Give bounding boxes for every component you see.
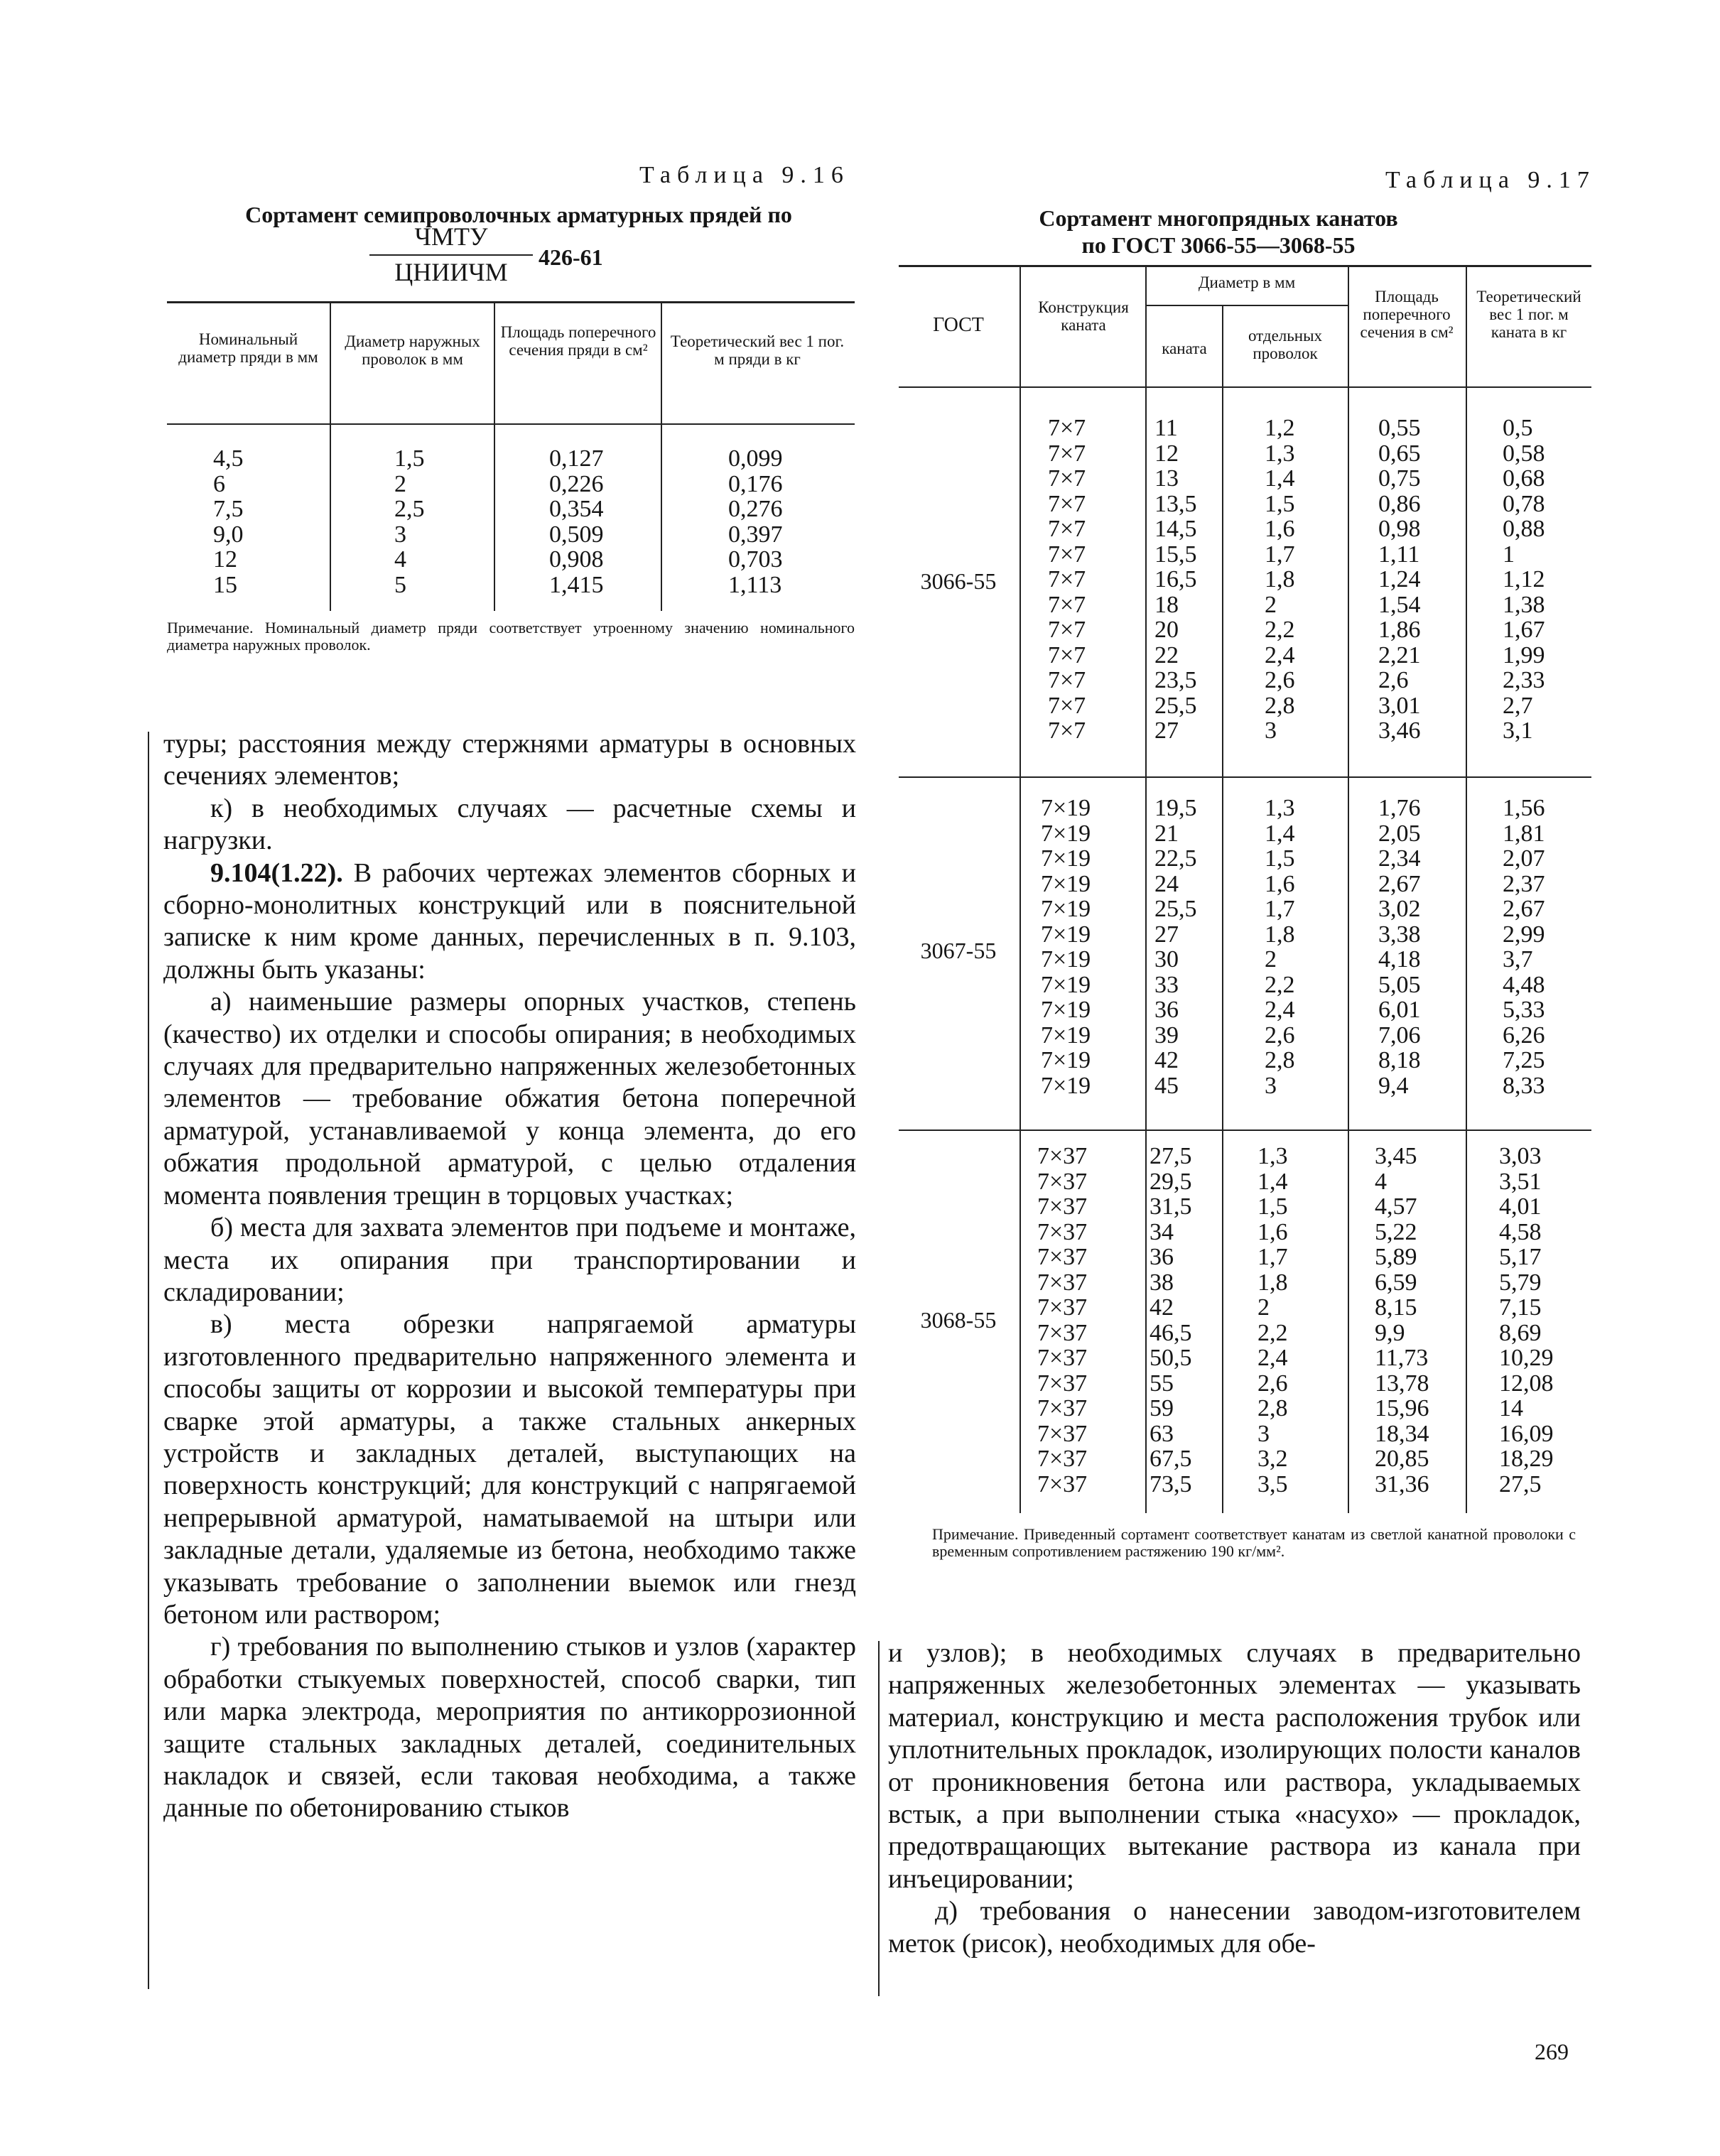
table-cell: 3,02 <box>1378 896 1421 922</box>
table-cell: 1,24 <box>1378 566 1421 592</box>
table-cell: 1,11 <box>1378 541 1420 568</box>
table-cell: 1,6 <box>1265 870 1295 897</box>
table-cell: 9,0 <box>213 521 244 548</box>
table-cell: 22 <box>1154 641 1179 668</box>
table-cell: 1,76 <box>1378 795 1421 821</box>
table-cell: 2,6 <box>1257 1370 1288 1397</box>
table-cell: 10,29 <box>1499 1345 1554 1371</box>
table-cell: 13,5 <box>1154 490 1197 517</box>
table16-vline <box>494 425 495 611</box>
table-cell: 1,7 <box>1265 541 1295 568</box>
table-cell: 0,55 <box>1378 415 1421 441</box>
table-cell: 4,01 <box>1499 1193 1542 1220</box>
table-cell: 1,8 <box>1265 566 1295 592</box>
table16-note: Примечание. Номинальный диаметр пряди соответствует утроенному значению номинального диаметра наружных проволок. <box>167 619 855 654</box>
table17-vline <box>1019 266 1021 1513</box>
table-cell: 36 <box>1154 997 1179 1023</box>
table-cell: 7×37 <box>1037 1370 1088 1397</box>
table-cell: 1,2 <box>1265 415 1295 441</box>
table16-title: Сортамент семипроволочных арматурных прядей по <box>245 202 792 227</box>
paragraph-g: г) требования по выполнению стыков и узлов (характер обработки стыкуемых поверхностей, способ сварки, тип или марка электрода, мероприятия по антикоррозионной защите стальных закладных деталей, соединительных накладок и связей, если таковая необходима, а также данные по обетонированию стыков <box>163 1632 856 1824</box>
table-cell: 1,5 <box>1257 1193 1288 1220</box>
table-cell: 7×19 <box>1041 1047 1091 1073</box>
table-cell: 1,3 <box>1257 1143 1288 1169</box>
table-cell: 2,05 <box>1378 820 1421 847</box>
table-cell: 3,45 <box>1375 1143 1417 1169</box>
table-cell: 7×7 <box>1048 566 1086 592</box>
table-cell: 7,15 <box>1499 1294 1542 1321</box>
table-cell: 3,03 <box>1499 1143 1542 1169</box>
table-cell: 1,6 <box>1257 1218 1288 1245</box>
table-cell: 13 <box>1154 465 1179 492</box>
table-cell: 5,33 <box>1503 997 1545 1023</box>
table17-column <box>1257 1144 1288 1497</box>
table-cell: 0,78 <box>1503 490 1545 517</box>
table-cell: 3,38 <box>1378 921 1421 948</box>
table-cell: 4,18 <box>1378 946 1421 973</box>
table-cell: 7×7 <box>1048 667 1086 693</box>
table-cell: 2,2 <box>1257 1319 1288 1346</box>
table-cell: 7×19 <box>1041 997 1091 1023</box>
table-cell: 1,3 <box>1265 795 1295 821</box>
table16-column <box>549 446 604 597</box>
table-cell: 7×19 <box>1041 1022 1091 1049</box>
table-cell: 12 <box>1154 440 1179 467</box>
table-cell: 1,5 <box>394 445 425 472</box>
table-cell: 4,57 <box>1375 1193 1417 1220</box>
table-cell: 2,7 <box>1503 692 1533 719</box>
table-cell: 4,48 <box>1503 971 1545 998</box>
table-cell: 12 <box>213 546 237 573</box>
table17-column <box>1150 1144 1192 1497</box>
table-cell: 3,5 <box>1257 1470 1288 1497</box>
table17-header-wires: отдельных проволок <box>1248 327 1323 362</box>
table-cell: 2,4 <box>1265 641 1295 668</box>
table-cell: 73,5 <box>1150 1470 1192 1497</box>
table17-column <box>1378 416 1421 744</box>
table17-column <box>1048 416 1086 744</box>
table-cell: 0,98 <box>1378 516 1421 542</box>
table-cell: 14,5 <box>1154 516 1197 542</box>
table16-header-rule <box>167 423 855 425</box>
table17-header-area: Площадь поперечного сечения в см² <box>1360 288 1454 341</box>
table-cell: 6 <box>213 470 225 497</box>
table-cell: 29,5 <box>1150 1168 1192 1195</box>
table-cell: 7×37 <box>1037 1420 1088 1447</box>
paragraph-k: к) в необходимых случаях — расчетные схемы и нагрузки. <box>163 793 856 856</box>
paragraph-d: д) требования о нанесении заводом-изготовителем меток (рисок), необходимых для обе- <box>888 1896 1581 1959</box>
table-cell: 9,9 <box>1375 1319 1405 1346</box>
table-cell: 39 <box>1154 1022 1179 1049</box>
table-cell: 0,099 <box>728 445 783 472</box>
table-cell: 18,34 <box>1375 1420 1429 1447</box>
table-cell: 1,5 <box>1265 490 1295 517</box>
table-cell: 7×7 <box>1048 717 1086 744</box>
table-cell: 8,18 <box>1378 1047 1421 1073</box>
table16-header-cell: Диаметр наружных проволок в мм <box>345 332 480 368</box>
table-cell: 0,908 <box>549 546 604 573</box>
table-cell: 24 <box>1154 870 1179 897</box>
table-cell: 5,22 <box>1375 1218 1417 1245</box>
table-cell: 1,6 <box>1265 516 1295 542</box>
table17-label: Таблица 9.17 <box>1385 167 1596 193</box>
table-cell: 2 <box>394 470 406 497</box>
table-cell: 1,99 <box>1503 641 1545 668</box>
table-cell: 33 <box>1154 971 1179 998</box>
table-cell: 2,4 <box>1265 997 1295 1023</box>
clause-text: В рабочих чертежах элементов сборных и сборно-монолитных конструкций или в пояснительной записке к ним кроме данных, перечисленных в п. 9.103, должны быть указаны: <box>163 857 857 985</box>
table-cell: 3,2 <box>1257 1446 1288 1472</box>
table-cell: 2,6 <box>1265 1022 1295 1049</box>
table-cell: 7×7 <box>1048 541 1086 568</box>
table-cell: 3 <box>1257 1420 1270 1447</box>
table17-title-line1: Сортамент многопрядных канатов <box>1039 205 1398 231</box>
paragraph-b: б) места для захвата элементов при подъеме и монтаже, места их опирания при транспортировании и складировании; <box>163 1213 856 1307</box>
table17-column <box>1154 796 1197 1098</box>
table-cell: 63 <box>1150 1420 1174 1447</box>
table-cell: 25,5 <box>1154 896 1197 922</box>
table-cell: 7×37 <box>1037 1470 1088 1497</box>
table-cell: 20,85 <box>1375 1446 1429 1472</box>
table-cell: 2,21 <box>1378 641 1421 668</box>
table16-vline <box>661 303 662 423</box>
table17-header-rope: каната <box>1162 340 1207 357</box>
table-cell: 7×37 <box>1037 1143 1088 1169</box>
table-cell: 16,09 <box>1499 1420 1554 1447</box>
table-cell: 0,86 <box>1378 490 1421 517</box>
table17-column <box>1265 416 1295 744</box>
table17-vline <box>1222 306 1223 1513</box>
table-cell: 7,5 <box>213 496 244 522</box>
table16-vline <box>494 303 495 423</box>
table-cell: 2 <box>1257 1294 1270 1321</box>
table-cell: 1,54 <box>1378 591 1421 618</box>
table-cell: 7×19 <box>1041 870 1091 897</box>
table-cell: 1,38 <box>1503 591 1545 618</box>
table-cell: 27,5 <box>1499 1470 1542 1497</box>
table16-label: Таблица 9.16 <box>639 162 850 188</box>
table17-vline <box>1466 266 1467 1513</box>
table16-fraction-bottom: ЦНИИЧМ <box>394 258 508 286</box>
table-cell: 1,7 <box>1257 1244 1288 1270</box>
table-cell: 7×37 <box>1037 1345 1088 1371</box>
table-cell: 2,5 <box>394 496 425 522</box>
table-cell: 4 <box>1375 1168 1387 1195</box>
table-cell: 5,89 <box>1375 1244 1417 1270</box>
table-cell: 7×7 <box>1048 415 1086 441</box>
table-cell: 1,415 <box>549 571 604 598</box>
table-cell: 2,4 <box>1257 1345 1288 1371</box>
table-cell: 8,33 <box>1503 1072 1545 1099</box>
table-cell: 7×19 <box>1041 971 1091 998</box>
table-cell: 0,127 <box>549 445 604 472</box>
table17-top-rule <box>899 265 1591 267</box>
table-cell: 1,5 <box>1265 845 1295 872</box>
table-cell: 27,5 <box>1150 1143 1192 1169</box>
table-cell: 7×7 <box>1048 440 1086 467</box>
table-cell: 34 <box>1150 1218 1174 1245</box>
table-cell: 3,51 <box>1499 1168 1542 1195</box>
page-number: 269 <box>1535 2039 1569 2064</box>
table-cell: 7×7 <box>1048 516 1086 542</box>
table-cell: 1,7 <box>1265 896 1295 922</box>
table-cell: 6,26 <box>1503 1022 1545 1049</box>
table-cell: 3 <box>1265 717 1277 744</box>
table-cell: 0,65 <box>1378 440 1421 467</box>
table17-header-weight: Теоретический вес 1 пог. м каната в кг <box>1476 288 1581 341</box>
table-cell: 0,703 <box>728 546 783 573</box>
table-cell: 20 <box>1154 617 1179 643</box>
table-cell: 2,2 <box>1265 971 1295 998</box>
table17-header-gost: ГОСТ <box>933 314 984 336</box>
table-cell: 31,36 <box>1375 1470 1429 1497</box>
table-cell: 3,1 <box>1503 717 1533 744</box>
table-cell: 3,7 <box>1503 946 1533 973</box>
table-cell: 7×19 <box>1041 795 1091 821</box>
paragraph-a: а) наименьшие размеры опорных участков, степень (качество) их отделки и способы опирания; в необходимых случаях для предварительно напряженных железобетонных элементов — требование обжатия бетона поперечной арматурой, устанавливаемой у конца элемента, до его обжатия продольной арматурой, с целью отдаления момента появления трещин в торцовых участках; <box>163 987 856 1210</box>
table17-note: Примечание. Приведенный сортамент соответствует канатам из светлой канатной проволоки с временным сопротивлением растяжению 190 кг/мм². <box>932 1525 1576 1560</box>
table-cell: 45 <box>1154 1072 1179 1099</box>
table17-gost-cell: 3067-55 <box>920 938 997 963</box>
table-cell: 22,5 <box>1154 845 1197 872</box>
table-cell: 11 <box>1154 415 1178 441</box>
paragraph-clause <box>163 857 856 987</box>
right-column-text <box>888 1637 1581 1960</box>
table16-vline <box>330 425 331 611</box>
table-cell: 15,5 <box>1154 541 1197 568</box>
table-cell: 0,226 <box>549 470 604 497</box>
table-cell: 7×37 <box>1037 1168 1088 1195</box>
table-cell: 2 <box>1265 591 1277 618</box>
table-cell: 30 <box>1154 946 1179 973</box>
table-cell: 13,78 <box>1375 1370 1429 1397</box>
fraction-bar <box>369 254 533 256</box>
table-cell: 7,06 <box>1378 1022 1421 1049</box>
table-cell: 9,4 <box>1378 1072 1409 1099</box>
table-cell: 0,58 <box>1503 440 1545 467</box>
paragraph-v: в) места обрезки напрягаемой арматуры изготовленного предварительно напряженного элемента и способы защиты от коррозии и высокой температуры при сварке этой арматуры, а также стальных анкерных устройств и закладных деталей, выступающих на поверхность конструкций; для конструкций с напрягаемой непрерывной арматурой, наматываемой на штыри или закладные детали, удаляемые из бетона, необходимо также указывать требование о заполнении выемок или гнезд бетоном или раствором; <box>163 1309 856 1630</box>
table-cell: 7×7 <box>1048 490 1086 517</box>
table-cell: 2,6 <box>1378 667 1409 693</box>
table-cell: 3,46 <box>1378 717 1421 744</box>
table-cell: 50,5 <box>1150 1345 1192 1371</box>
table17-diameter-rule <box>1145 305 1348 306</box>
table-cell: 7×37 <box>1037 1395 1088 1421</box>
table-cell: 5,17 <box>1499 1244 1542 1270</box>
table-cell: 0,354 <box>549 496 604 522</box>
table-cell: 14 <box>1499 1395 1523 1421</box>
table-cell: 2,67 <box>1503 896 1545 922</box>
table-cell: 21 <box>1154 820 1179 847</box>
table-cell: 7×37 <box>1037 1269 1088 1296</box>
table-cell: 0,88 <box>1503 516 1545 542</box>
margin-rule <box>878 1641 880 1996</box>
table-cell: 1,56 <box>1503 795 1545 821</box>
table16-vline <box>330 303 331 423</box>
table17-column <box>1041 796 1091 1098</box>
table-cell: 2,37 <box>1503 870 1545 897</box>
table-cell: 7×7 <box>1048 641 1086 668</box>
table-cell: 1,12 <box>1503 566 1545 592</box>
table-cell: 8,69 <box>1499 1319 1542 1346</box>
table-cell: 2,34 <box>1378 845 1421 872</box>
table-cell: 25,5 <box>1154 692 1197 719</box>
table-cell: 31,5 <box>1150 1193 1192 1220</box>
table-cell: 2,07 <box>1503 845 1545 872</box>
table17-gost-cell: 3066-55 <box>920 568 997 594</box>
table17-column <box>1265 796 1295 1098</box>
table-cell: 0,276 <box>728 496 783 522</box>
table-cell: 1,113 <box>728 571 782 598</box>
table17-column <box>1154 416 1197 744</box>
table-cell: 19,5 <box>1154 795 1197 821</box>
table-cell: 7,25 <box>1503 1047 1545 1073</box>
table16-header-cell: Теоретический вес 1 пог. м пряди в кг <box>670 332 845 368</box>
table-cell: 2,8 <box>1265 692 1295 719</box>
table-cell: 1,4 <box>1265 820 1295 847</box>
table-cell: 42 <box>1150 1294 1174 1321</box>
table17-group-rule <box>899 776 1591 778</box>
table-cell: 15 <box>213 571 237 598</box>
table17-column <box>1503 796 1545 1098</box>
table-cell: 12,08 <box>1499 1370 1554 1397</box>
table-cell: 1,86 <box>1378 617 1421 643</box>
table-cell: 3 <box>394 521 406 548</box>
table-cell: 59 <box>1150 1395 1174 1421</box>
table17-header-construction: Конструкция каната <box>1038 298 1129 334</box>
table-cell: 2,33 <box>1503 667 1545 693</box>
table-cell: 2,6 <box>1265 667 1295 693</box>
table-cell: 7×19 <box>1041 896 1091 922</box>
left-column-text <box>163 728 856 1825</box>
table-cell: 3 <box>1265 1072 1277 1099</box>
table16-column <box>394 446 425 597</box>
table17-column <box>1499 1144 1554 1497</box>
table16-fraction-number: 426-61 <box>539 244 603 270</box>
table-cell: 1,8 <box>1265 921 1295 948</box>
table-cell: 3,01 <box>1378 692 1421 719</box>
table17-title-line2: по ГОСТ 3066-55—3068-55 <box>1081 232 1356 258</box>
table17-header-rule <box>899 386 1591 388</box>
table-cell: 15,96 <box>1375 1395 1429 1421</box>
table-cell: 7×19 <box>1041 1072 1091 1099</box>
table-cell: 0,176 <box>728 470 783 497</box>
table16-column <box>728 446 783 597</box>
table-cell: 2,99 <box>1503 921 1545 948</box>
table-cell: 7×19 <box>1041 845 1091 872</box>
table-cell: 2 <box>1265 946 1277 973</box>
table-cell: 7×37 <box>1037 1319 1088 1346</box>
clause-number: 9.104(1.22). <box>210 857 343 888</box>
table-cell: 7×19 <box>1041 946 1091 973</box>
table16-vline <box>661 425 662 611</box>
table17-vline <box>1348 266 1349 1513</box>
table-cell: 7×19 <box>1041 921 1091 948</box>
table17-vline <box>1145 266 1147 1513</box>
table17-group-rule <box>899 1130 1591 1131</box>
table-cell: 18 <box>1154 591 1179 618</box>
table-cell: 38 <box>1150 1269 1174 1296</box>
table-cell: 2,67 <box>1378 870 1421 897</box>
table-cell: 4,5 <box>213 445 244 472</box>
table-cell: 2,8 <box>1257 1395 1288 1421</box>
table-cell: 7×37 <box>1037 1294 1088 1321</box>
table17-column <box>1037 1144 1087 1497</box>
table-cell: 7×7 <box>1048 591 1086 618</box>
table-cell: 23,5 <box>1154 667 1197 693</box>
table16-header-cell: Площадь поперечного сечения пряди в см² <box>500 323 656 359</box>
table16-fraction-top: ЧМТУ <box>414 222 488 251</box>
table-cell: 4,58 <box>1499 1218 1542 1245</box>
table-cell: 1,4 <box>1265 465 1295 492</box>
table-cell: 1 <box>1503 541 1515 568</box>
table-cell: 11,73 <box>1375 1345 1429 1371</box>
table-cell: 5,05 <box>1378 971 1421 998</box>
table-cell: 8,15 <box>1375 1294 1417 1321</box>
table-cell: 0,509 <box>549 521 604 548</box>
table-cell: 4 <box>394 546 406 573</box>
table-cell: 16,5 <box>1154 566 1197 592</box>
table-cell: 6,59 <box>1375 1269 1417 1296</box>
table-cell: 42 <box>1154 1047 1179 1073</box>
table-cell: 1,8 <box>1257 1269 1288 1296</box>
table17-column <box>1378 796 1421 1098</box>
table-cell: 0,75 <box>1378 465 1421 492</box>
table-cell: 27 <box>1154 921 1179 948</box>
table-cell: 36 <box>1150 1244 1174 1270</box>
table-cell: 1,67 <box>1503 617 1545 643</box>
table-cell: 0,5 <box>1503 415 1533 441</box>
table-cell: 0,68 <box>1503 465 1545 492</box>
table-cell: 5,79 <box>1499 1269 1542 1296</box>
table17-column <box>1375 1144 1429 1497</box>
table17-header-diameter: Диаметр в мм <box>1198 273 1296 291</box>
table16-top-rule <box>167 301 855 303</box>
table-cell: 7×37 <box>1037 1446 1088 1472</box>
table-cell: 1,4 <box>1257 1168 1288 1195</box>
table-cell: 7×7 <box>1048 465 1086 492</box>
table-cell: 27 <box>1154 717 1179 744</box>
paragraph: туры; расстояния между стержнями арматуры в основных сечениях элементов; <box>163 729 856 791</box>
margin-rule <box>148 732 149 1989</box>
table-cell: 7×37 <box>1037 1218 1088 1245</box>
table-cell: 55 <box>1150 1370 1174 1397</box>
table-cell: 7×7 <box>1048 692 1086 719</box>
table16-column <box>213 446 244 597</box>
table-cell: 7×7 <box>1048 617 1086 643</box>
table-cell: 7×37 <box>1037 1193 1088 1220</box>
table-cell: 1,3 <box>1265 440 1295 467</box>
table-cell: 2,2 <box>1265 617 1295 643</box>
table17-column <box>1503 416 1545 744</box>
table-cell: 18,29 <box>1499 1446 1554 1472</box>
table-cell: 2,8 <box>1265 1047 1295 1073</box>
table-cell: 1,81 <box>1503 820 1545 847</box>
table-cell: 7×37 <box>1037 1244 1088 1270</box>
table-cell: 6,01 <box>1378 997 1421 1023</box>
table-cell: 46,5 <box>1150 1319 1192 1346</box>
table-cell: 0,397 <box>728 521 783 548</box>
paragraph: и узлов); в необходимых случаях в предварительно напряженных железобетонных элементах — указывать материал, конструкцию и места расположения трубок или уплотнительных прокладок, изолирующих полости каналов от проникновения бетона или раствора, укладываемых встык, а при выполнении стыка «насухо» — прокладок, предотвращающих вытекание раствора из канала при инъецировании; <box>888 1638 1581 1894</box>
table16-header-cell: Номинальный диаметр пряди в мм <box>178 330 318 366</box>
table-cell: 5 <box>394 571 406 598</box>
table-cell: 7×19 <box>1041 820 1091 847</box>
table-cell: 67,5 <box>1150 1446 1192 1472</box>
table17-gost-cell: 3068-55 <box>920 1307 997 1333</box>
